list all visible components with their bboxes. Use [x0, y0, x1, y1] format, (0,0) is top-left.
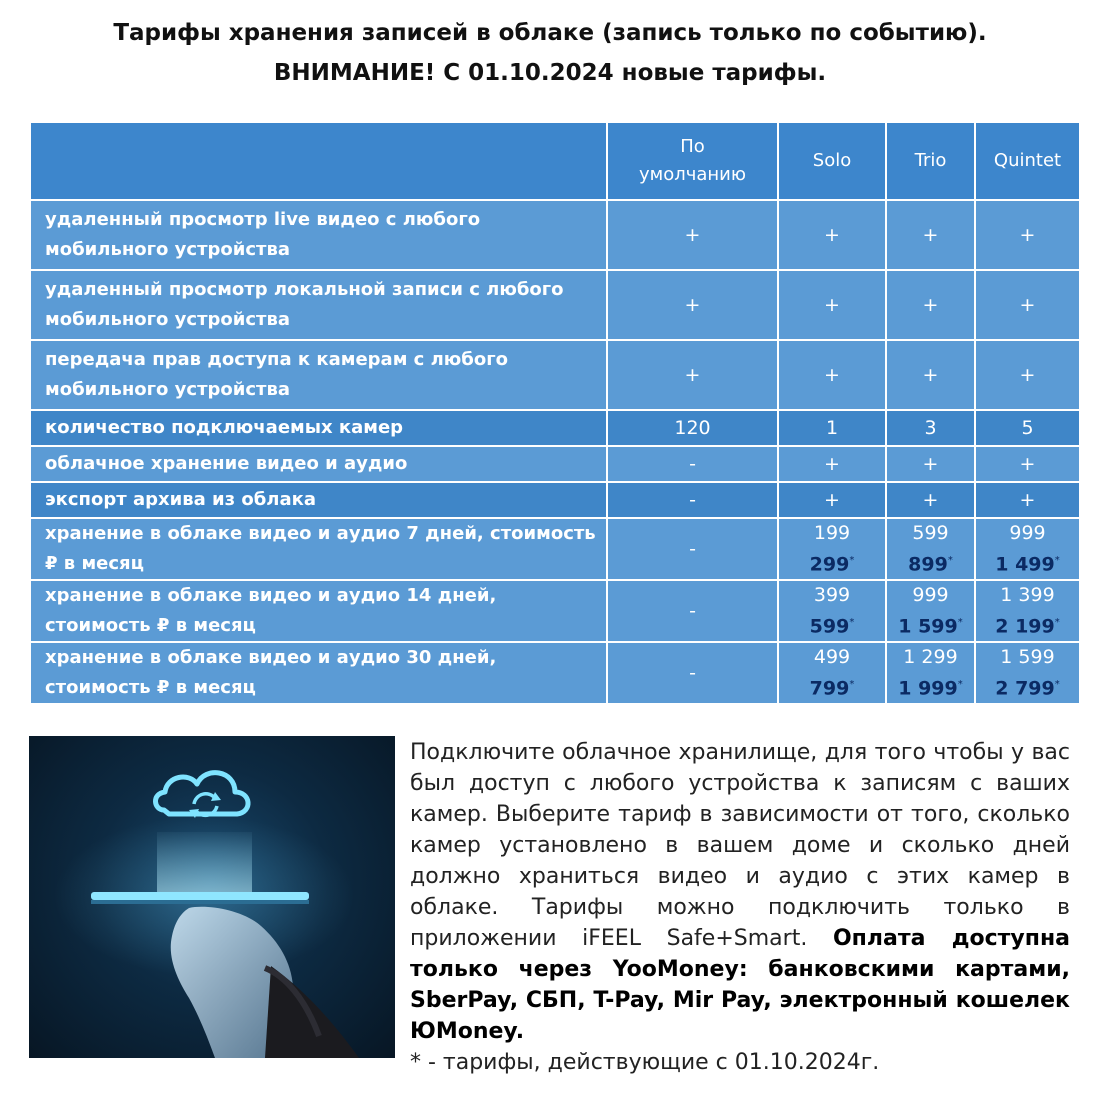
row-label: передача прав доступа к камерам с любого мобильного устройства: [30, 340, 607, 410]
cloud-sync-image: [29, 736, 395, 1058]
footnote-mark: *: [849, 555, 855, 567]
cell-trio: +: [886, 446, 975, 482]
cell-solo: +: [778, 270, 886, 340]
row-label: удаленный просмотр live видео с любого мобильного устройства: [30, 200, 607, 270]
cell-default: -: [607, 446, 778, 482]
header-quintet: Quintet: [975, 122, 1080, 200]
row-label: хранение в облаке видео и аудио 7 дней, стоимость ₽ в месяц: [30, 518, 607, 580]
cell-trio: 3: [886, 410, 975, 446]
price-old: 1 399: [1000, 584, 1055, 607]
page-subtitle: ВНИМАНИЕ! С 01.10.2024 новые тарифы.: [273, 60, 827, 86]
cell-solo: [778, 642, 886, 704]
price-old: 999: [1009, 522, 1046, 545]
table-row-price: [30, 518, 1080, 580]
table-row: [30, 410, 1080, 446]
tariff-table: [29, 121, 1081, 705]
footnote-mark: *: [1054, 617, 1060, 629]
payment-note: Оплата доступна только через YooMoney: банковскими картами, SberPay, СБП, T-Pay, Mir Pay, электронный кошелек ЮMoney.: [410, 926, 1070, 1044]
footnote-mark: *: [1054, 555, 1060, 567]
price-old: 1 299: [903, 646, 958, 669]
cell-trio: [886, 580, 975, 642]
price-new: 299: [809, 553, 850, 576]
cell-quintet: 5: [975, 410, 1080, 446]
cell-solo: +: [778, 446, 886, 482]
price-old: 399: [813, 584, 851, 607]
price-new: 899: [908, 553, 948, 576]
footnote-mark: *: [849, 679, 855, 691]
cell-default: 120: [607, 410, 778, 446]
row-label: количество подключаемых камер: [30, 410, 607, 446]
cell-trio: [886, 642, 975, 704]
cell-quintet: +: [975, 482, 1080, 518]
page-title: Тарифы хранения записей в облаке (запись только по событию).: [113, 20, 987, 46]
table-row: [30, 340, 1080, 410]
table-row: [30, 446, 1080, 482]
cell-default: -: [607, 580, 778, 642]
price-new: 1 999: [898, 677, 958, 700]
price-new: 1 599: [898, 615, 958, 638]
description-text: [410, 737, 1070, 1078]
cell-trio: +: [886, 340, 975, 410]
table-row: [30, 482, 1080, 518]
header-empty: [30, 122, 607, 200]
cell-solo: +: [778, 482, 886, 518]
cell-solo: [778, 580, 886, 642]
cell-quintet: +: [975, 270, 1080, 340]
cell-default: +: [607, 200, 778, 270]
footnote-mark: *: [1054, 679, 1060, 691]
cell-default: +: [607, 270, 778, 340]
price-old: 599: [912, 522, 949, 545]
footnote-mark: *: [947, 555, 953, 567]
table-row-price: [30, 642, 1080, 704]
table-row: [30, 270, 1080, 340]
footnote-mark: *: [957, 617, 963, 629]
row-label: удаленный просмотр локальной записи с любого мобильного устройства: [30, 270, 607, 340]
row-label: облачное хранение видео и аудио: [30, 446, 607, 482]
cell-default: -: [607, 518, 778, 580]
row-label: экспорт архива из облака: [30, 482, 607, 518]
price-old: 499: [813, 646, 851, 669]
header-trio: Trio: [886, 122, 975, 200]
cell-quintet: +: [975, 200, 1080, 270]
footnote: * - тарифы, действующие с 01.10.2024г.: [410, 1050, 880, 1075]
cell-default: -: [607, 482, 778, 518]
price-new: 599: [809, 615, 850, 638]
table-header: [30, 122, 1080, 200]
price-new: 2 199: [995, 615, 1055, 638]
price-old: 999: [912, 584, 949, 607]
cell-quintet: +: [975, 446, 1080, 482]
cell-trio: [886, 518, 975, 580]
cell-quintet: [975, 518, 1080, 580]
table-row: [30, 200, 1080, 270]
cell-solo: +: [778, 200, 886, 270]
price-new: 799: [809, 677, 850, 700]
cell-trio: +: [886, 482, 975, 518]
cell-quintet: [975, 642, 1080, 704]
price-old: 199: [813, 522, 851, 545]
description-paragraph: Подключите облачное хранилище, для того чтобы у вас был доступ с любого устройства к записям с ваших камер. Выберите тариф в зависимости от того, сколько камер установлено в вашем доме и сколько дней должно храниться видео и аудио с этих камер в облаке. Тарифы можно подключить только в приложении iFEEL Safe+Smart.: [410, 740, 1070, 951]
row-label: хранение в облаке видео и аудио 30 дней, стоимость ₽ в месяц: [30, 642, 607, 704]
table-row-price: [30, 580, 1080, 642]
cell-trio: +: [886, 200, 975, 270]
cloud-sync-hand-tablet-icon: [29, 736, 395, 1058]
price-new: 1 499: [995, 553, 1055, 576]
cell-quintet: [975, 580, 1080, 642]
cell-default: -: [607, 642, 778, 704]
header-solo: Solo: [778, 122, 886, 200]
footnote-mark: *: [957, 679, 963, 691]
cell-default: +: [607, 340, 778, 410]
price-new: 2 799: [995, 677, 1055, 700]
cell-solo: +: [778, 340, 886, 410]
row-label: хранение в облаке видео и аудио 14 дней, стоимость ₽ в месяц: [30, 580, 607, 642]
footnote-mark: *: [849, 617, 855, 629]
cell-trio: +: [886, 270, 975, 340]
price-old: 1 599: [1000, 646, 1055, 669]
cell-quintet: +: [975, 340, 1080, 410]
header-default: По умолчанию: [607, 122, 778, 200]
cell-solo: 1: [778, 410, 886, 446]
cell-solo: [778, 518, 886, 580]
